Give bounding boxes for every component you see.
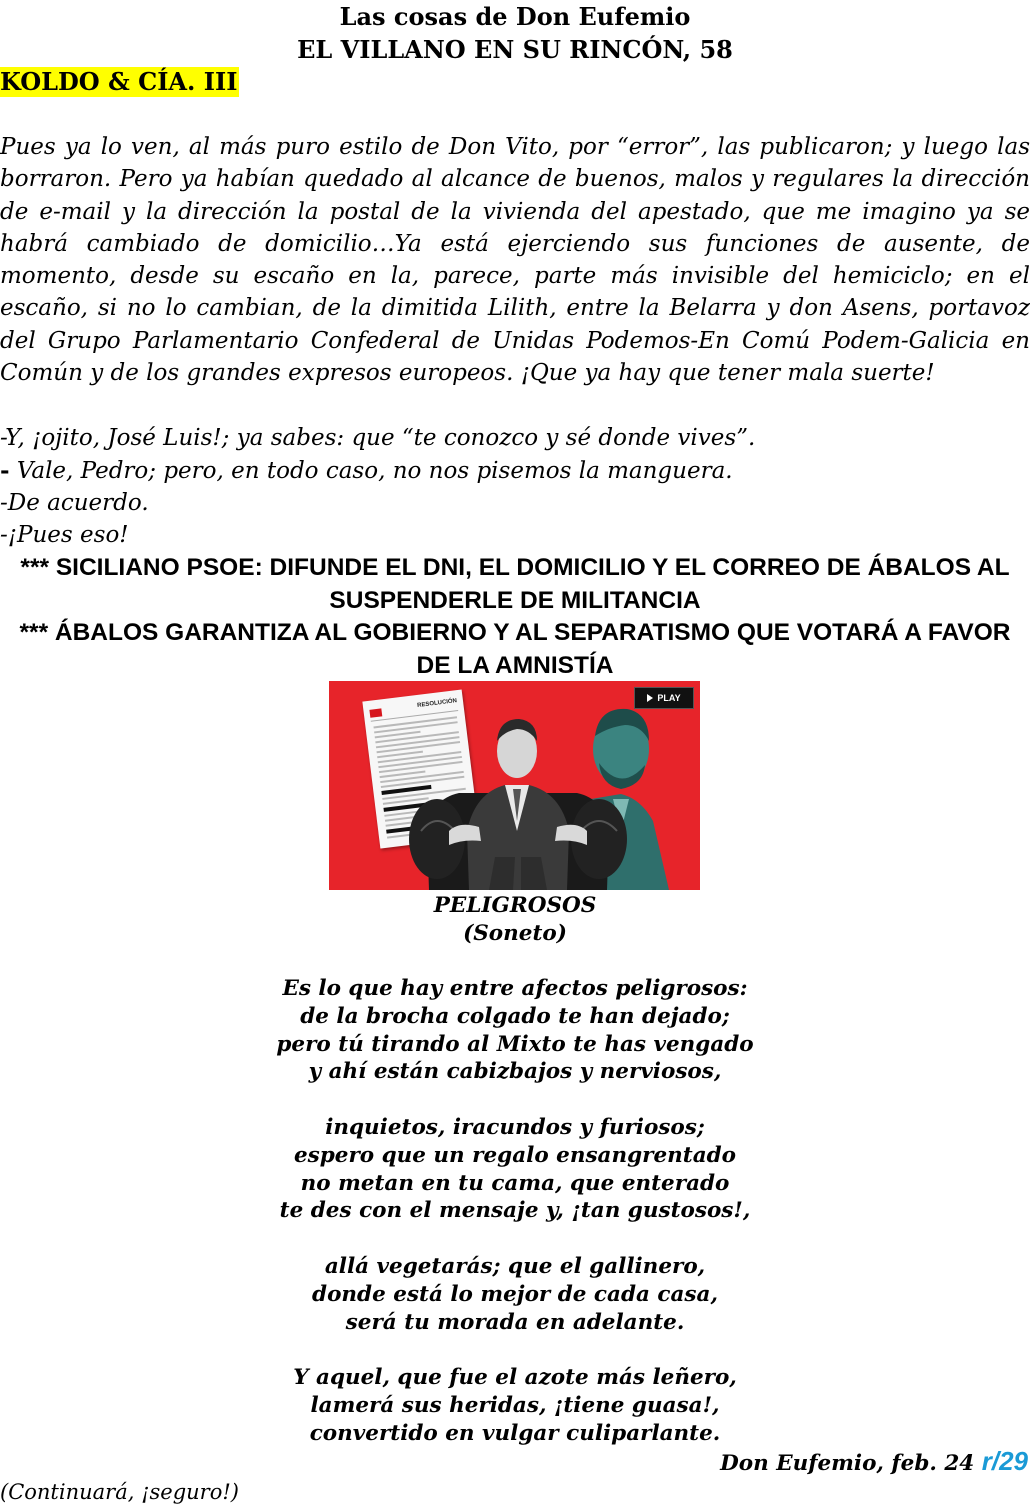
- poem-line: espero que un regalo ensangrentado: [293, 1142, 737, 1168]
- dialogue-line-2-text: Vale, Pedro; pero, en todo caso, no nos pisemos la manguera.: [9, 458, 733, 484]
- poem-stanza-3: [0, 1253, 1030, 1336]
- poem-line: Es lo que hay entre afectos peligrosos:: [282, 976, 748, 1001]
- poem-stanza-1: [0, 975, 1030, 1086]
- footer-note: (Continuará, ¡seguro!): [0, 1480, 239, 1504]
- poem-line: lamerá sus heridas, ¡tiene guasa!,: [310, 1392, 720, 1418]
- page-subtitle: EL VILLANO EN SU RINCÓN, 58: [297, 35, 733, 64]
- poem-line: te des con el mensaje y, ¡tan gustosos!,: [279, 1198, 751, 1224]
- play-icon: [647, 694, 653, 702]
- dialogue-line-2: [0, 455, 733, 487]
- document-title: RESOLUCIÓN: [416, 698, 458, 709]
- signature-mark: r/29: [981, 1446, 1028, 1476]
- dialogue-line-3: -De acuerdo.: [0, 490, 149, 516]
- section-label: KOLDO & CÍA. III: [0, 67, 238, 96]
- poem-title: PELIGROSOS: [433, 893, 597, 918]
- poem-line: de la brocha colgado te han dejado;: [300, 1003, 730, 1029]
- page-title: Las cosas de Don Eufemio: [339, 2, 691, 31]
- poem-stanza-4: [0, 1364, 1030, 1447]
- headline-2: *** ÁBALOS GARANTIZA AL GOBIERNO Y AL SEPARATISMO QUE VOTARÁ A FAVOR DE LA AMNISTÍA: [19, 619, 1011, 679]
- signature: [720, 1446, 1028, 1479]
- dialogue-line-1: -Y, ¡ojito, José Luis!; ya sabes: que “te conozco y sé donde vives”.: [0, 425, 756, 451]
- play-button[interactable]: [634, 687, 694, 709]
- dialogue-dash: -: [0, 457, 10, 484]
- poem-line: donde está lo mejor de cada casa,: [312, 1281, 718, 1307]
- poem-line: convertido en vulgar culiparlante.: [309, 1420, 721, 1446]
- signature-text: Don Eufemio, feb. 24: [720, 1451, 982, 1476]
- figures-illustration: [329, 681, 700, 890]
- poem-subtitle: (Soneto): [463, 921, 567, 946]
- poem-line: será tu morada en adelante.: [345, 1309, 685, 1335]
- body-paragraph: Pues ya lo ven, al más puro estilo de Don Vito, por “error”, las publicaron; y luego las borraron. Pero ya habían quedado al alcance de buenos, malos y regulares la dirección de e-mail y la dirección la postal de la vivienda del apestado, que me imagino ya se habrá cambiado de domicilio…Ya está ejerciendo sus funciones de ausente, de momento, desde su escaño en la, parece, parte más invisible del hemiciclo; en el escaño, si no lo cambian, de la dimitida Lilith, entre la Belarra y don Asens, portavoz del Grupo Parlamentario Confederal de Unidas Podemos-En Comú Podem-Galicia en Común y de los grandes expresos europeos. ¡Que ya hay que tener mala suerte!: [0, 134, 1030, 387]
- poem-line: allá vegetarás; que el gallinero,: [324, 1254, 706, 1279]
- poem-line: no metan en tu cama, que enterado: [300, 1170, 730, 1196]
- play-label: PLAY: [657, 693, 681, 703]
- headline-1: *** SICILIANO PSOE: DIFUNDE EL DNI, EL DOMICILIO Y EL CORREO DE ÁBALOS AL SUSPENDERLE DE MILITANCIA: [20, 554, 1010, 614]
- poem-stanza-2: [0, 1114, 1030, 1225]
- poem-line: pero tú tirando al Mixto te has vengado: [276, 1031, 754, 1057]
- news-photo: [329, 681, 700, 890]
- dialogue-line-4: -¡Pues eso!: [0, 522, 129, 548]
- poem-line: y ahí están cabizbajos y nerviosos,: [308, 1059, 722, 1085]
- poem-line: inquietos, iracundos y furiosos;: [325, 1115, 705, 1140]
- poem-line: Y aquel, que fue el azote más leñero,: [293, 1365, 737, 1390]
